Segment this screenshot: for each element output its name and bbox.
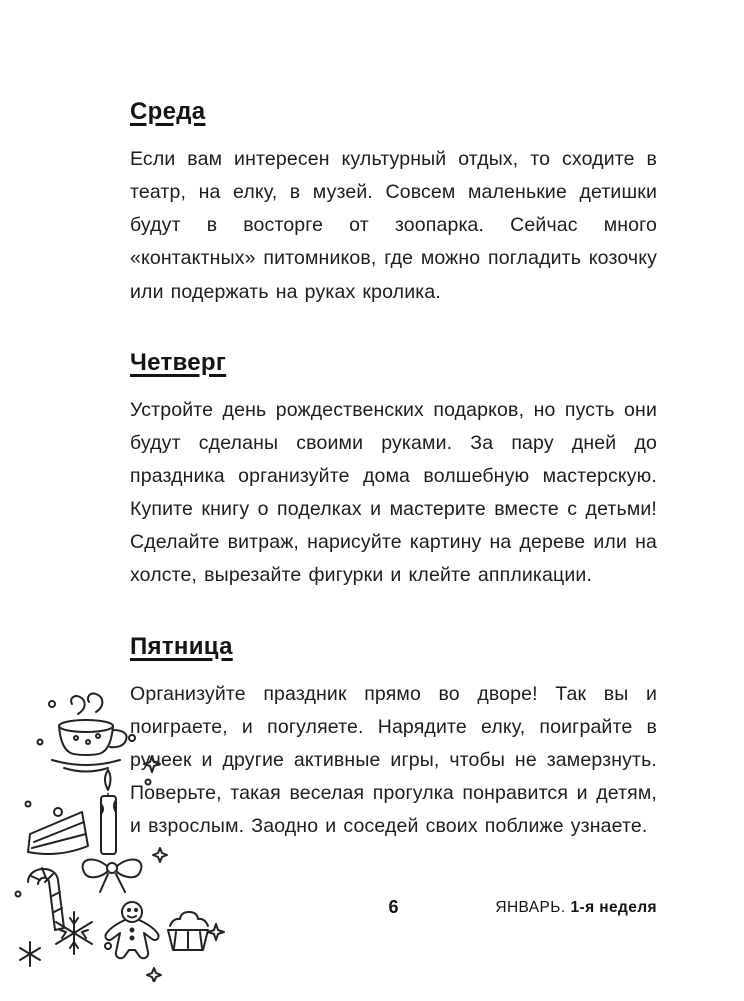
teacup-icon	[52, 720, 127, 772]
page-content	[130, 98, 657, 843]
page-number: 6	[388, 897, 399, 917]
section-thursday	[130, 349, 657, 593]
running-title-week: 1-я неделя	[570, 899, 657, 916]
candy-cane-icon	[28, 868, 64, 930]
section-heading-friday: Пятница	[130, 632, 233, 660]
section-wednesday	[130, 98, 657, 309]
section-text-friday: Организуйте праздник прямо во дворе! Так вы и поиграете, и погуляете. Нарядите елку, поиграйте в ручеек и другие активные игры, чтобы не замерзнуть. Поверьте, такая веселая прогулка понравится и детям, и взрослым. Заодно и соседей своих поближе узнаете.	[130, 682, 657, 838]
running-title	[495, 899, 657, 917]
small-snowflake-icon	[20, 942, 40, 966]
section-friday	[130, 633, 657, 844]
bow-icon	[83, 859, 142, 892]
steam-icon	[71, 694, 102, 714]
page-footer	[130, 897, 657, 921]
candle-icon	[101, 770, 116, 854]
snowflake-icon	[56, 912, 92, 954]
cake-slice-icon	[28, 808, 88, 854]
section-heading-thursday: Четверг	[130, 348, 227, 376]
running-title-month: ЯНВАРЬ.	[495, 899, 566, 916]
section-heading-wednesday: Среда	[130, 98, 206, 125]
section-text-wednesday: Если вам интересен культурный отдых, то сходите в театр, на елку, в музей. Совсем маленькие детишки будут в восторге от зоопарка. Сейчас много «контактных» питомников, где можно погладить козочку или подержать на руках кролика.	[130, 148, 657, 303]
section-text-thursday: Устройте день рождественских подарков, но пусть они будут сделаны своими руками. За пару дней до праздника организуйте дома волшебную мастерскую. Купите книгу о поделках и мастерите вместе с детьми! Сделайте витраж, нарисуйте картину на дереве или на холсте, вырезайте фигурки и клейте аппликации.	[130, 398, 657, 587]
